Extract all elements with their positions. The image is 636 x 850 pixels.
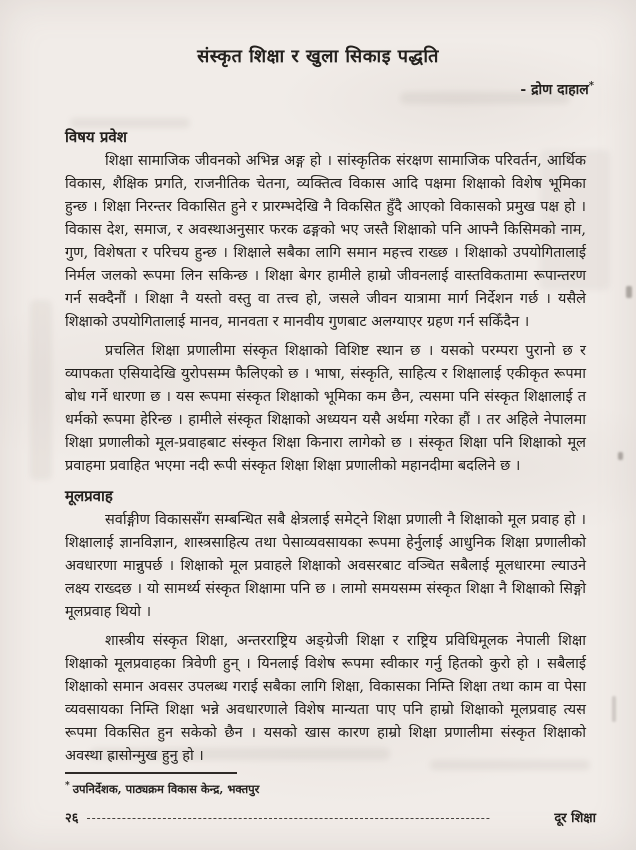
footer-dashes: -------------------------------------------------------------------------------- [86, 811, 491, 825]
article-body [65, 126, 586, 774]
footnote-separator [65, 772, 237, 774]
author-name: - द्रोण दाहाल [520, 82, 589, 98]
page-number: २६ [65, 811, 79, 826]
page-footer [65, 808, 596, 826]
scan-artifact [30, 300, 52, 480]
journal-name: दूर शिक्षा [554, 811, 596, 826]
article-title: संस्कृत शिक्षा र खुला सिकाइ पद्धति [197, 46, 439, 67]
scan-speck [612, 696, 616, 722]
scan-speck [626, 286, 632, 298]
scan-speck [618, 452, 623, 460]
author-byline [520, 80, 594, 99]
paragraph: सर्वाङ्गीण विकाससँग सम्बन्धित सबै क्षेत्रलाई समेट्ने शिक्षा प्रणाली नै शिक्षाको मूल प्रवाह हो । शिक्षालाई ज्ञानविज्ञान, शास्त्रसाहित्य तथा पेसाव्यवसायका रूपमा हेर्नुलाई आधुनिक शिक्षा प्रणालीको अवधारणा मान्नुपर्छ । शिक्षाको मूल प्रवाहले शिक्षाको अवसरबाट वञ्चित सबैलाई मूलधारमा ल्याउने लक्ष्य राख्दछ । यो सामर्थ्य संस्कृत शिक्षामा पनि छ । लामो समयसम्म संस्कृत शिक्षा नै शिक्षाको सिङ्गो मूलप्रवाह थियो । [65, 512, 586, 620]
author-footnote-mark: * [588, 80, 594, 92]
footnote [65, 781, 259, 797]
paragraph: शिक्षा सामाजिक जीवनको अभिन्न अङ्ग हो । सांस्कृतिक संरक्षण सामाजिक परिवर्तन, आर्थिक विकास, शैक्षिक प्रगति, राजनीतिक चेतना, व्यक्तित्व विकास आदि पक्षमा शिक्षाको विशेष भूमिका हुन्छ । शिक्षा निरन्तर विकासित हुने र प्रारम्भदेखि नै विकसित हुँदै आएको विकासको प्रमुख पक्ष हो । विकास देश, समाज, र अवस्थाअनुसार फरक ढङ्गको भए जस्तै शिक्षाको पनि आफ्नै किसिमको नाम, गुण, विशेषता र परिचय हुन्छ । शिक्षाले सबैका लागि समान महत्त्व राख्छ । शिक्षाको उपयोगितालाई निर्मल जलको रूपमा लिन सकिन्छ । शिक्षा बेगर हामीले हाम्रो जीवनलाई वास्तविकतामा रूपान्तरण गर्न सक्दैनौं । शिक्षा नै यस्तो वस्तु वा तत्त्व हो, जसले जीवन यात्रामा मार्ग निर्देशन गर्छ । यसैले शिक्षाको उपयोगितालाई मानव, मानवता र मानवीय गुणबाट अलग्याएर ग्रहण गर्न सकिँदैन । [65, 153, 586, 330]
footnote-marker: * [65, 781, 70, 791]
section-heading-vishaya-pravesh: विषय प्रवेश [65, 128, 127, 146]
footnote-text: उपनिर्देशक, पाठ्यक्रम विकास केन्द्र, भक्तपुर [72, 781, 260, 796]
section-heading-mulpravaha: मूलप्रवाह [65, 487, 113, 505]
paragraph: शास्त्रीय संस्कृत शिक्षा, अन्तरराष्ट्रिय अङ्ग्रेजी शिक्षा र राष्ट्रिय प्रविधिमूलक नेपाली शिक्षा शिक्षाको मूलप्रवाहका त्रिवेणी हुन् । यिनलाई विशेष रूपमा स्वीकार गर्नु हितको कुरो हो । सबैलाई शिक्षाको समान अवसर उपलब्ध गराई सबैका लागि शिक्षा, विकासका निम्ति शिक्षा तथा काम वा पेसा व्यवसायका निम्ति शिक्षा भन्ने अवधारणाले विशेष मान्यता पाए पनि हाम्रो शिक्षाको मूलप्रवाह त्यस रूपमा विकसित हुन सकेको छैन । यसको खास कारण हाम्रो शिक्षा प्रणालीमा संस्कृत शिक्षाको अवस्था ह्रासोन्मुख हुनु हो । [65, 633, 586, 764]
paragraph: प्रचलित शिक्षा प्रणालीमा संस्कृत शिक्षाको विशिष्ट स्थान छ । यसको परम्परा पुरानो छ र व्यापकता एसियादेखि युरोपसम्म फैलिएको छ । भाषा, संस्कृति, साहित्य र शिक्षालाई एकीकृत रूपमा बोध गर्ने धारणा छ । यस रूपमा संस्कृत शिक्षाको भूमिका कम छैन, त्यसमा पनि संस्कृत शिक्षालाई त धर्मको रूपमा हेरिन्छ । हामीले संस्कृत शिक्षाको अध्ययन यसै अर्थमा गरेका हौं । तर अहिले नेपालमा शिक्षा प्रणालीको मूल-प्रवाहबाट संस्कृत शिक्षा किनारा लागेको छ । संस्कृत शिक्षा पनि शिक्षाको मूल प्रवाहमा प्रवाहित भएमा नदी रूपी संस्कृत शिक्षा शिक्षा प्रणालीको महानदीमा बदलिने छ । [65, 343, 586, 474]
